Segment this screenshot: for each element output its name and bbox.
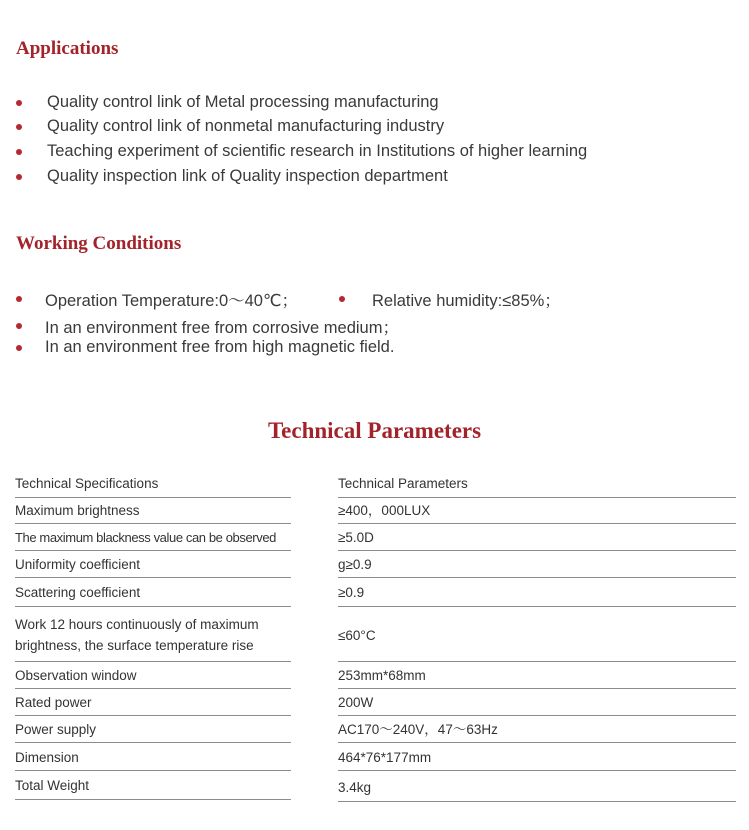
- table-cell-spec: Work 12 hours continuously of maximum brightness, the surface temperature rise: [15, 611, 291, 662]
- bullet-icon: [16, 149, 22, 155]
- condition-text: In an environment free from high magnetic field.: [45, 338, 395, 356]
- table-cell-value: ≤60°C: [338, 611, 736, 662]
- table-cell-spec: Maximum brightness: [15, 500, 291, 524]
- condition-item: [16, 314, 399, 338]
- table-cell-value: g≥0.9: [338, 554, 736, 578]
- condition-item: [16, 287, 298, 311]
- condition-text: Relative humidity:≤85%；: [372, 292, 561, 310]
- application-item: [16, 117, 444, 136]
- table-cell-spec: The maximum blackness value can be observed: [15, 527, 291, 551]
- application-text: Quality control link of nonmetal manufacturing industry: [47, 117, 445, 135]
- table-cell-value: 200W: [338, 692, 736, 716]
- bullet-icon: [16, 100, 22, 106]
- applications-heading: Applications: [16, 38, 119, 59]
- table-cell-value: 464*76*177mm: [338, 746, 736, 771]
- table-cell-value: 3.4kg: [338, 776, 736, 802]
- condition-item: [339, 287, 561, 311]
- technical-parameters-heading: Technical Parameters: [267, 418, 482, 443]
- application-text: Teaching experiment of scientific research in Institutions of higher learning: [47, 142, 588, 160]
- bullet-icon: [16, 345, 22, 351]
- table-cell-spec: Rated power: [15, 692, 291, 716]
- table-header-spec: Technical Specifications: [15, 472, 291, 498]
- bullet-icon: [16, 323, 22, 329]
- table-cell-spec: Dimension: [15, 746, 291, 771]
- table-cell-spec: Scattering coefficient: [15, 581, 291, 607]
- bullet-icon: [339, 296, 345, 302]
- table-cell-value: AC170～240V，47～63Hz: [338, 719, 736, 743]
- condition-item: [16, 338, 394, 357]
- table-cell-spec: Total Weight: [15, 774, 291, 800]
- bullet-icon: [16, 174, 22, 180]
- table-cell-value: ≥0.9: [338, 581, 736, 607]
- condition-text: Operation Temperature:0～40℃；: [45, 292, 299, 310]
- application-text: Quality control link of Metal processing manufacturing: [47, 93, 439, 111]
- bullet-icon: [16, 124, 22, 130]
- table-cell-spec: Uniformity coefficient: [15, 554, 291, 578]
- working-conditions-heading: Working Conditions: [16, 233, 182, 254]
- table-cell-spec: Observation window: [15, 665, 291, 689]
- table-header-value: Technical Parameters: [338, 472, 736, 498]
- application-item: [16, 167, 448, 186]
- table-cell-value: ≥400，000LUX: [338, 500, 736, 524]
- application-text: Quality inspection link of Quality inspection department: [47, 167, 448, 185]
- bullet-icon: [16, 296, 22, 302]
- table-cell-spec: Power supply: [15, 719, 291, 743]
- table-cell-value: ≥5.0D: [338, 527, 736, 551]
- table-cell-value: 253mm*68mm: [338, 665, 736, 689]
- application-item: [16, 93, 439, 112]
- application-item: [16, 142, 587, 161]
- condition-text: In an environment free from corrosive medium；: [45, 319, 399, 337]
